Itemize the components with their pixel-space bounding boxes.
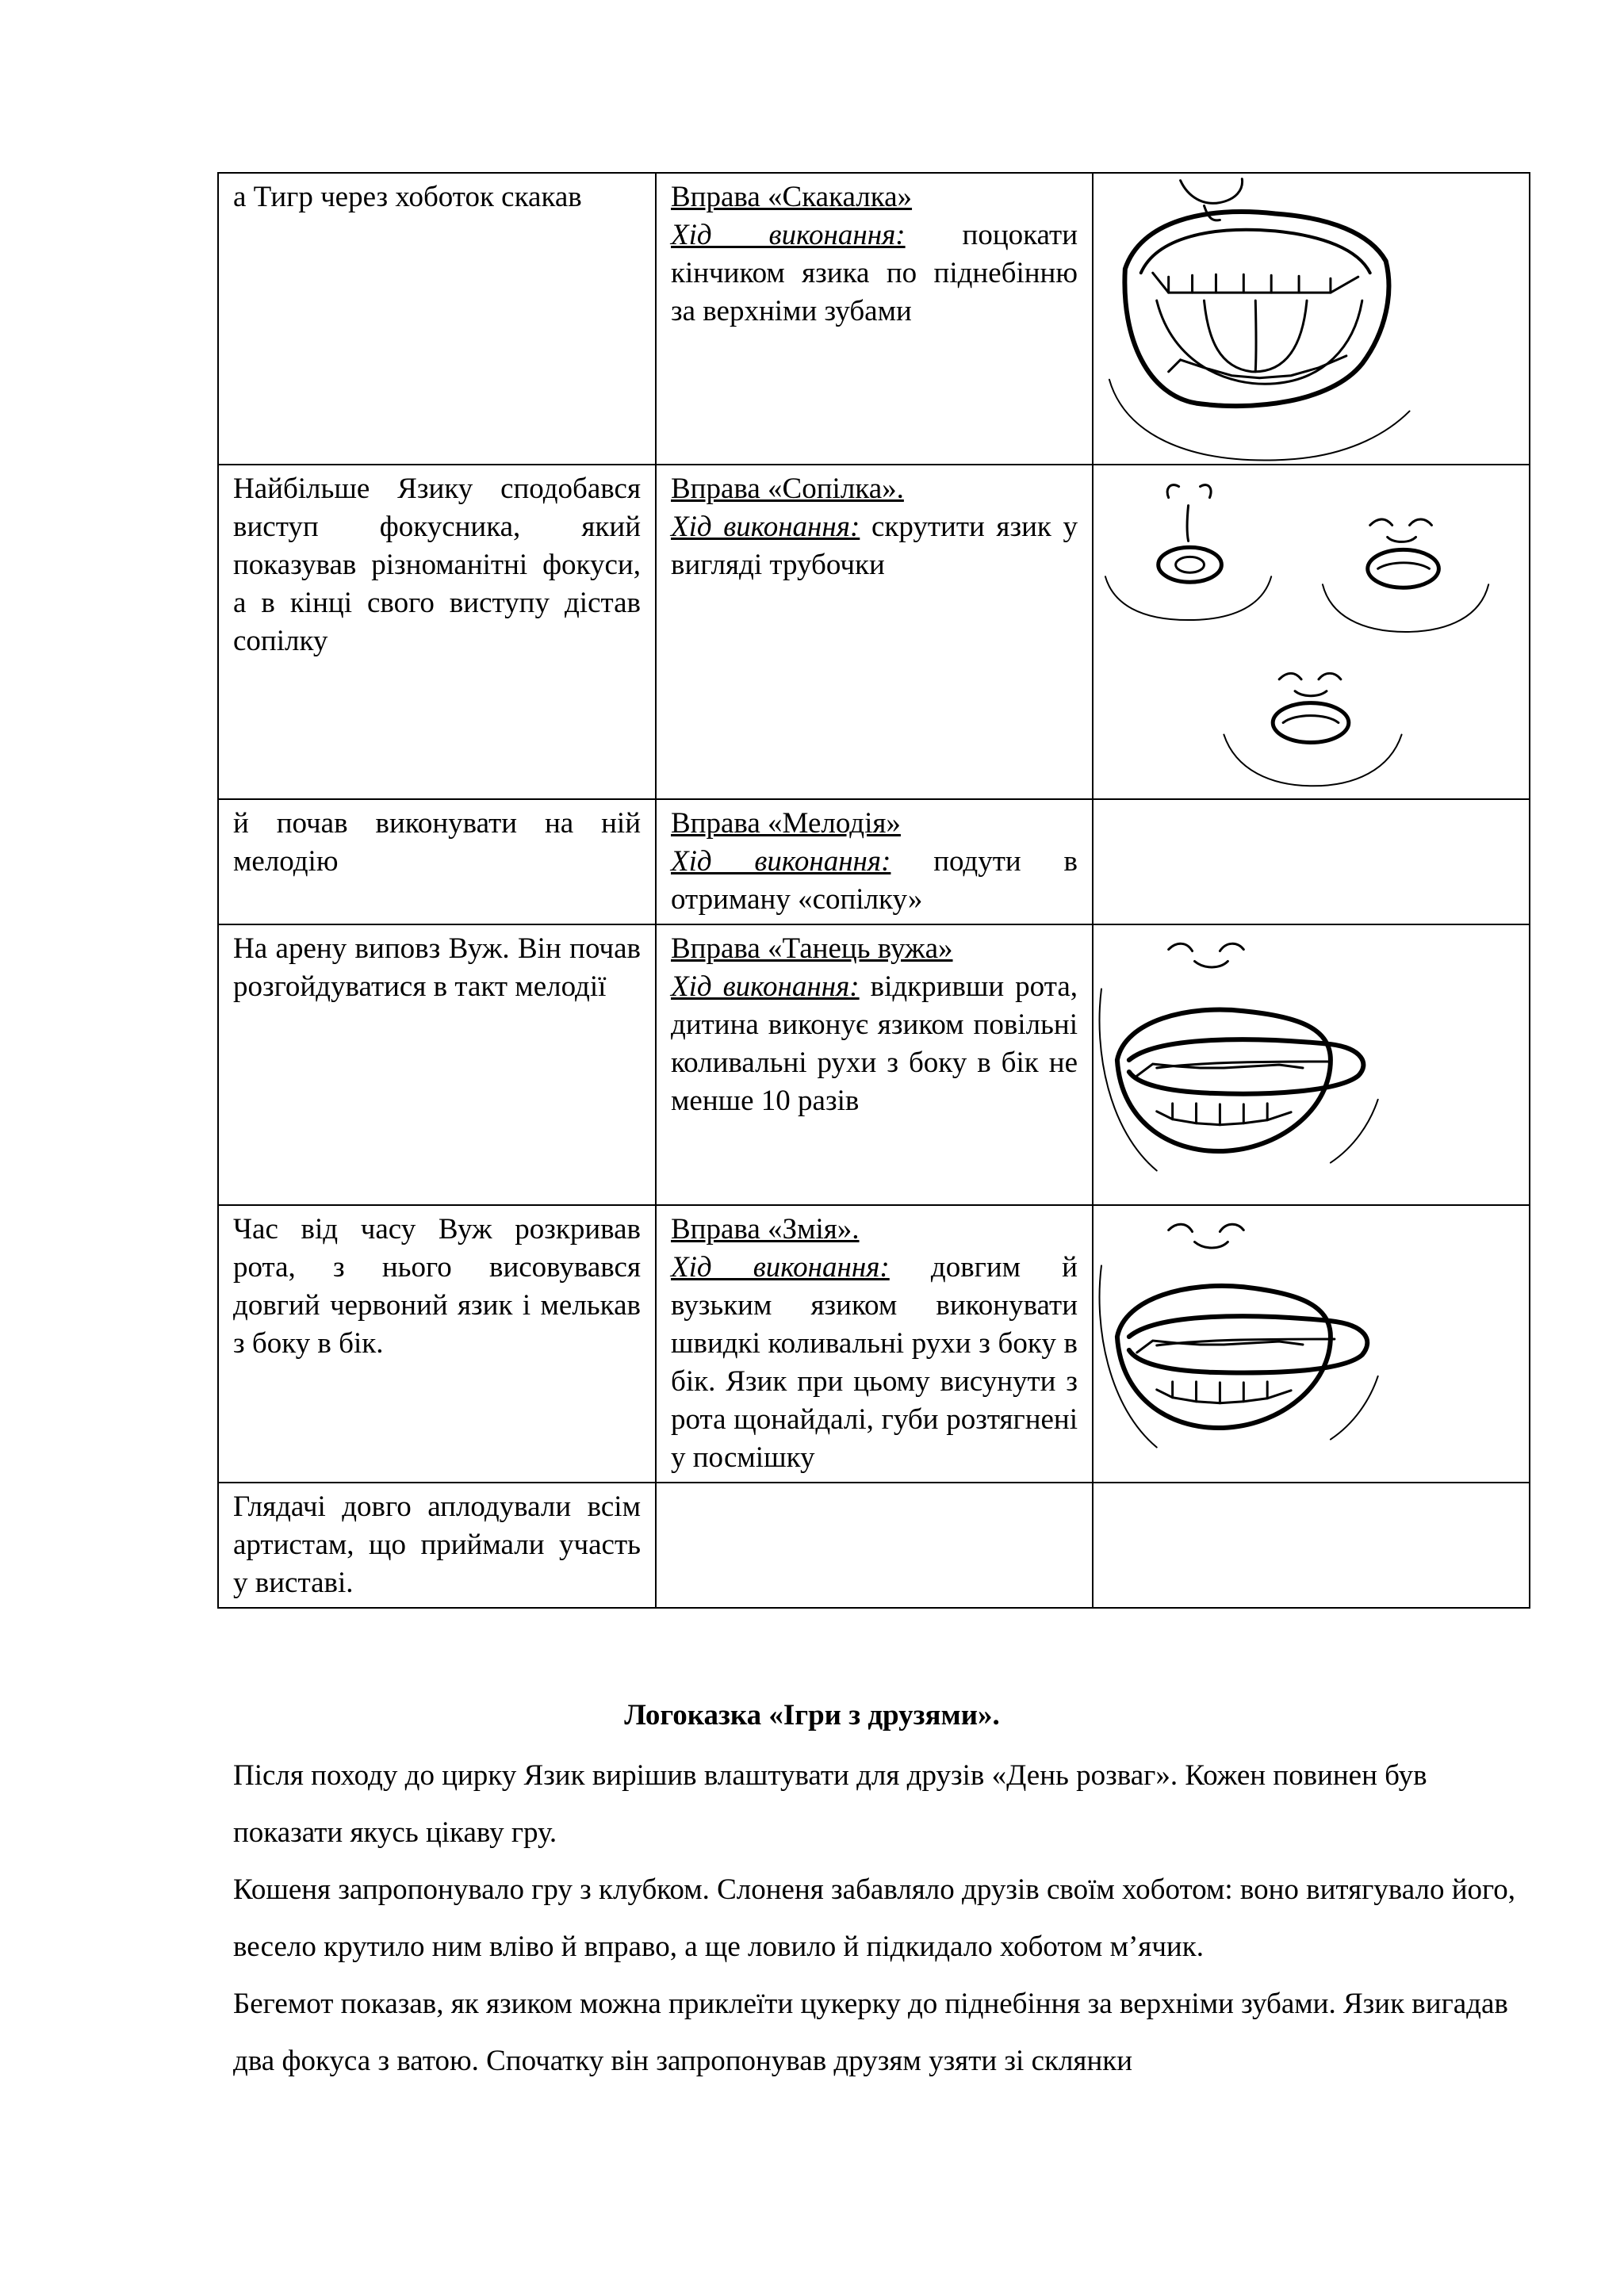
how-text: відкривши рота, дитина виконує язиком повільні коливальні рухи з боку в бік не менше 10 разів (671, 970, 1078, 1117)
exercise-cell (656, 173, 1093, 465)
story-cell (218, 1205, 656, 1483)
tale-paragraph: Бегемот показав, як язиком можна приклеїти цукерку до піднебіння за верхніми зубами. Язик вигадав два фокуса з ватою. Спочатку він запропонував друзям узяти зі склянки (233, 1988, 1508, 2077)
picture-cell (1093, 1483, 1530, 1608)
mouth-tongue-side-drawing (1094, 925, 1529, 1204)
mouth-open-tongue-up-drawing (1094, 174, 1529, 464)
table-row (218, 1483, 1530, 1608)
exercise-cell (656, 799, 1093, 924)
mouth-tongue-out-drawing (1094, 1206, 1529, 1479)
story-cell (218, 1483, 656, 1608)
picture-cell (1093, 1205, 1530, 1483)
story-text: й почав виконувати на ній мелодію (233, 807, 641, 878)
table-row (218, 173, 1530, 465)
exercise-title: Вправа «Мелодія» (671, 807, 901, 840)
story-text: Найбільше Язику сподобався виступ фокусника, який показував різноманітні фокуси, а в кінці свого виступу дістав сопілку (233, 473, 641, 657)
how-label: Хід виконання: (671, 219, 906, 251)
tale-title: Логоказка «Ігри з друзями». (624, 1699, 1000, 1732)
story-text: На арену виповз Вуж. Він почав розгойдуватися в такт мелодії (233, 932, 641, 1003)
picture-cell (1093, 465, 1530, 799)
how-text: поцокати кінчиком язика по піднебінню за верхніми зубами (671, 219, 1078, 327)
story-text: Час від часу Вуж розкривав рота, з нього висовувався довгий червоний язик і мелькав з боку в бік. (233, 1213, 641, 1360)
story-cell (218, 924, 656, 1205)
tale-paragraph: Кошеня запропонувало гру з клубком. Слоненя забавляло друзів своїм хоботом: воно витягувало його, весело крутило ним вліво й вправо, а ще ловило й підкидало хоботом м’ячик. (233, 1873, 1516, 1963)
exercise-cell (656, 465, 1093, 799)
table-row (218, 1205, 1530, 1483)
exercise-table (217, 172, 1530, 1609)
tale-body (233, 1747, 1534, 2090)
exercise-title: Вправа «Змія». (671, 1213, 860, 1246)
table-row (218, 465, 1530, 799)
story-text: Глядачі довго аплодували всім артистам, що приймали участь у виставі. (233, 1490, 641, 1599)
exercise-cell (656, 924, 1093, 1205)
story-text: а Тигр через хоботок скакав (233, 181, 582, 213)
picture-cell (1093, 799, 1530, 924)
three-faces-tube-tongue-drawing (1094, 465, 1529, 798)
picture-cell (1093, 924, 1530, 1205)
how-label: Хід виконання: (671, 511, 860, 543)
exercise-title: Вправа «Сопілка». (671, 473, 904, 505)
how-text: подути в отриману «сопілку» (671, 845, 1078, 916)
exercise-cell (656, 1205, 1093, 1483)
how-text: довгим й вузьким язиком виконувати швидкі коливальні рухи з боку в бік. Язик при цьому висунути з рота щонайдалі, губи розтягнені у посмішку (671, 1251, 1078, 1474)
exercise-cell (656, 1483, 1093, 1608)
exercise-title: Вправа «Скакалка» (671, 181, 913, 213)
how-label: Хід виконання: (671, 1251, 890, 1284)
story-cell (218, 799, 656, 924)
how-label: Хід виконання: (671, 845, 891, 878)
story-cell (218, 465, 656, 799)
table-row (218, 924, 1530, 1205)
exercise-title: Вправа «Танець вужа» (671, 932, 953, 965)
picture-cell (1093, 173, 1530, 465)
table-row (218, 799, 1530, 924)
story-cell (218, 173, 656, 465)
how-text: скрутити язик у вигляді трубочки (671, 511, 1078, 581)
tale-paragraph: Після походу до цирку Язик вирішив влаштувати для друзів «День розваг». Кожен повинен був показати якусь цікаву гру. (233, 1759, 1427, 1849)
how-label: Хід виконання: (671, 970, 860, 1003)
